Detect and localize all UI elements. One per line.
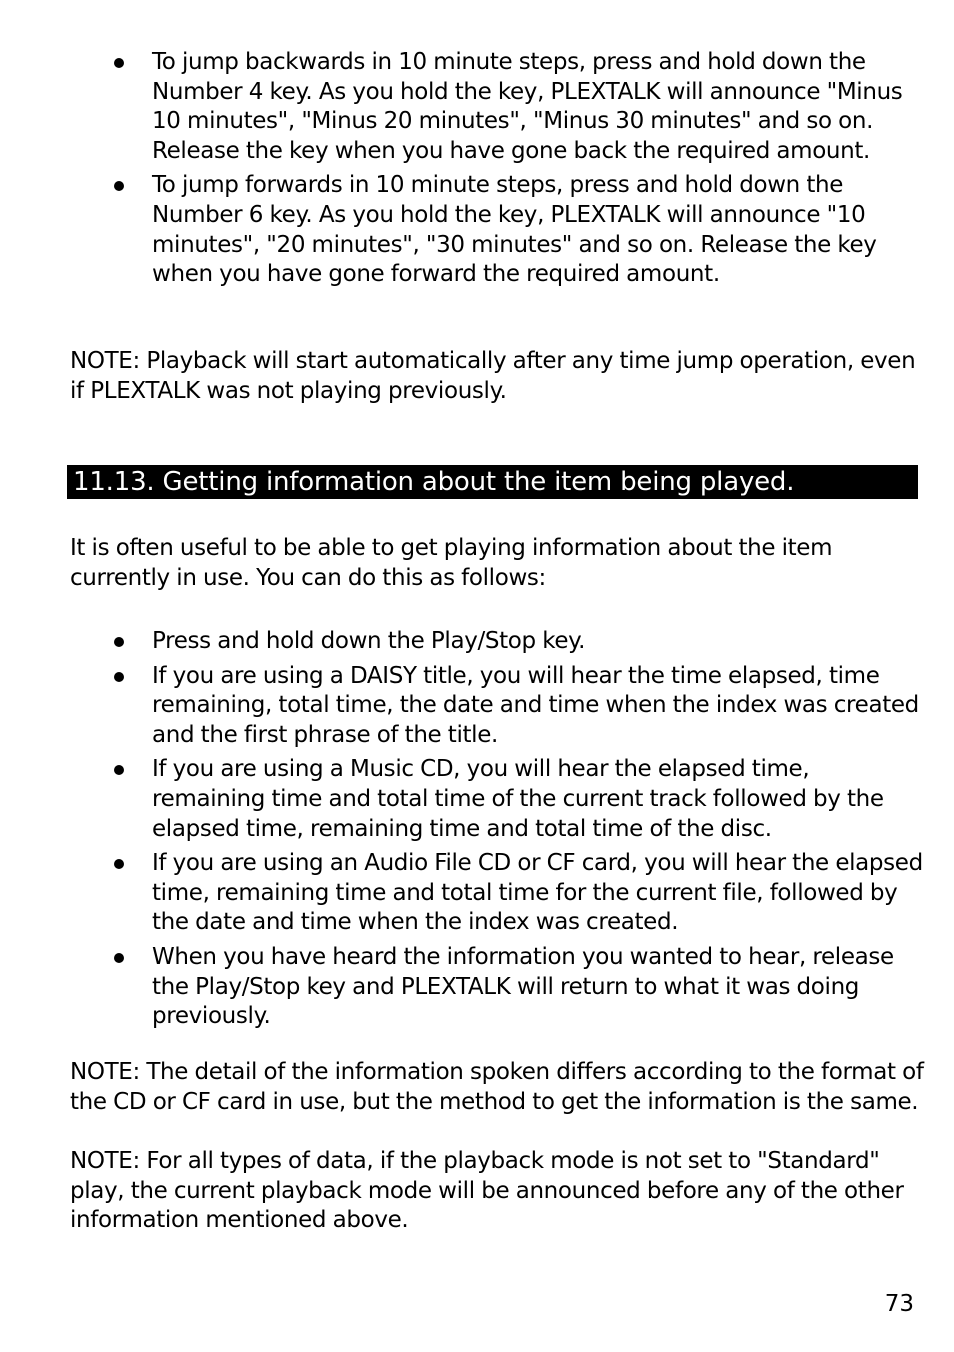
list-item	[0, 755, 954, 844]
bullet-icon	[114, 953, 124, 963]
section-heading: 11.13. Getting information about the item being played.	[73, 467, 795, 497]
page-number: 73	[884, 1291, 914, 1317]
note-information-detail: NOTE: The detail of the information spoken differs according to the format of the CD or CF card in use, but the method to get the information is the same.	[70, 1059, 924, 1115]
bullet-text: Press and hold down the Play/Stop key.	[152, 628, 586, 654]
bullet-text: If you are using an Audio File CD or CF card, you will hear the elapsed time, remaining time and total time for the current file, followed by the date and time when the index was created.	[152, 850, 923, 936]
bullet-icon	[114, 672, 124, 682]
list-item	[0, 943, 954, 1032]
bullet-text: If you are using a Music CD, you will hear the elapsed time, remaining time and total time of the current track followed by the elapsed time, remaining time and total time of the disc.	[152, 756, 884, 842]
list-item	[0, 171, 954, 289]
bullet-text: To jump backwards in 10 minute steps, press and hold down the Number 4 key. As you hold the key, PLEXTALK will announce "Minus 10 minutes", "Minus 20 minutes", "Minus 30 minutes" and so on. Release the key when you have gone back the required amount.	[152, 49, 903, 164]
list-item	[0, 48, 954, 166]
bullet-text: When you have heard the information you wanted to hear, release the Play/Stop key and PLEXTALK will return to what it was doing previously.	[152, 943, 894, 1030]
intro-paragraph: It is often useful to be able to get playing information about the item currently in use. You can do this as follows:	[70, 535, 833, 591]
bullet-icon	[114, 637, 124, 647]
time-jump-bullet-list	[0, 48, 954, 295]
note-time-jump: NOTE: Playback will start automatically after any time jump operation, even if PLEXTALK was not playing previously.	[70, 348, 916, 404]
bullet-text: To jump forwards in 10 minute steps, press and hold down the Number 6 key. As you hold the key, PLEXTALK will announce "10 minutes", "20 minutes", "30 minutes" and so on. Release the key when you have gone forward the required amount.	[152, 172, 877, 288]
note-playback-mode: NOTE: For all types of data, if the playback mode is not set to "Standard" play, the current playback mode will be announced before any of the other information mentioned above.	[70, 1148, 904, 1234]
bullet-icon	[114, 181, 124, 191]
list-item	[0, 662, 954, 751]
bullet-icon	[114, 58, 124, 68]
playing-info-bullet-list	[0, 627, 954, 1037]
bullet-text: If you are using a DAISY title, you will hear the time elapsed, time remaining, total time, the date and time when the index was created and the first phrase of the title.	[152, 662, 919, 748]
list-item	[0, 849, 954, 938]
list-item	[0, 627, 954, 657]
bullet-icon	[114, 765, 124, 775]
bullet-icon	[114, 859, 124, 869]
section-heading-bar	[67, 465, 918, 499]
